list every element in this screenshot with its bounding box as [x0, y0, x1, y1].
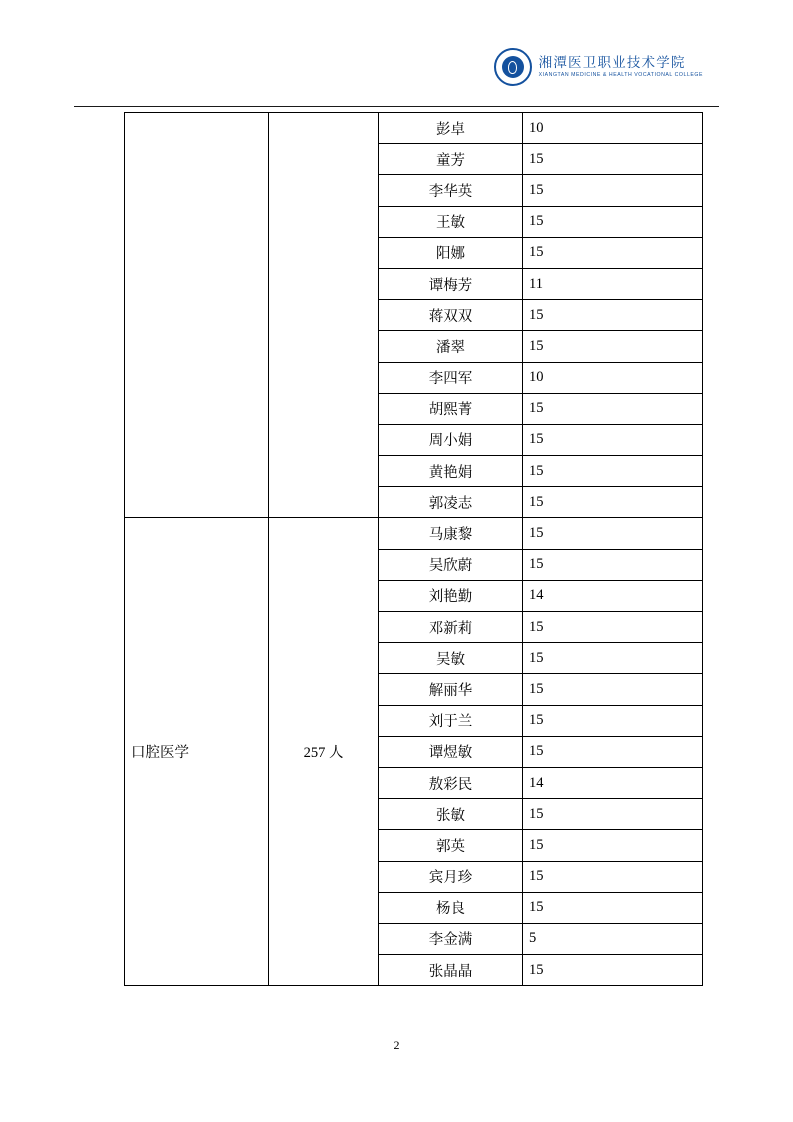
cell-hours: 15	[523, 456, 703, 487]
cell-hours: 15	[523, 175, 703, 206]
cell-hours: 15	[523, 643, 703, 674]
cell-name: 黄艳娟	[379, 456, 523, 487]
cell-name: 郭凌志	[379, 487, 523, 518]
cell-name: 刘艳勤	[379, 580, 523, 611]
cell-hours: 15	[523, 144, 703, 175]
table-body	[125, 113, 703, 986]
logo-title-cn: 湘潭医卫职业技术学院	[538, 55, 686, 71]
cell-name: 潘翠	[379, 331, 523, 362]
cell-hours: 11	[523, 268, 703, 299]
logo-title-en: XIANGTAN MEDICINE & HEALTH VOCATIONAL COLLEGE	[538, 71, 703, 78]
logo-text	[539, 55, 703, 78]
cell-name: 李华英	[379, 175, 523, 206]
cell-hours: 15	[523, 206, 703, 237]
cell-hours: 15	[523, 549, 703, 580]
cell-name: 李四军	[379, 362, 523, 393]
cell-name: 马康黎	[379, 518, 523, 549]
cell-count-continued	[269, 113, 379, 518]
college-logo	[494, 48, 703, 86]
cell-name: 解丽华	[379, 674, 523, 705]
cell-name: 谭煜敏	[379, 736, 523, 767]
cell-name: 张敏	[379, 799, 523, 830]
cell-hours: 15	[523, 861, 703, 892]
cell-hours: 15	[523, 612, 703, 643]
cell-name: 宾月珍	[379, 861, 523, 892]
cell-hours: 10	[523, 113, 703, 144]
cell-hours: 15	[523, 331, 703, 362]
cell-hours: 15	[523, 393, 703, 424]
page-header	[0, 48, 793, 110]
cell-hours: 15	[523, 830, 703, 861]
cell-name: 张晶晶	[379, 955, 523, 986]
cell-name: 彭卓	[379, 113, 523, 144]
table-row	[125, 113, 703, 144]
cell-hours: 10	[523, 362, 703, 393]
cell-name: 蒋双双	[379, 300, 523, 331]
cell-hours: 5	[523, 923, 703, 954]
cell-hours: 15	[523, 705, 703, 736]
cell-hours: 15	[523, 424, 703, 455]
cell-name: 吴敏	[379, 643, 523, 674]
page-number: 2	[393, 1038, 400, 1052]
cell-hours: 15	[523, 237, 703, 268]
cell-hours: 15	[523, 799, 703, 830]
cell-hours: 14	[523, 767, 703, 798]
table-row	[125, 518, 703, 549]
cell-name: 杨良	[379, 892, 523, 923]
cell-name: 胡熙菁	[379, 393, 523, 424]
cell-name: 刘于兰	[379, 705, 523, 736]
cell-count: 257 人	[269, 518, 379, 986]
cell-name: 敖彩民	[379, 767, 523, 798]
cell-name: 周小娟	[379, 424, 523, 455]
cell-name: 王敏	[379, 206, 523, 237]
cell-name: 谭梅芳	[379, 268, 523, 299]
cell-name: 阳娜	[379, 237, 523, 268]
cell-hours: 15	[523, 955, 703, 986]
teaching-hours-table	[124, 112, 702, 986]
table	[124, 112, 703, 986]
college-seal-icon	[494, 48, 532, 86]
cell-name: 郭英	[379, 830, 523, 861]
cell-hours: 15	[523, 892, 703, 923]
cell-hours: 15	[523, 487, 703, 518]
cell-major-continued	[125, 113, 269, 518]
cell-major: 口腔医学	[125, 518, 269, 986]
cell-hours: 14	[523, 580, 703, 611]
cell-hours: 15	[523, 518, 703, 549]
cell-name: 童芳	[379, 144, 523, 175]
cell-hours: 15	[523, 300, 703, 331]
cell-hours: 15	[523, 736, 703, 767]
cell-name: 李金满	[379, 923, 523, 954]
cell-name: 吴欣蔚	[379, 549, 523, 580]
header-divider	[74, 106, 719, 107]
cell-name: 邓新莉	[379, 612, 523, 643]
cell-hours: 15	[523, 674, 703, 705]
